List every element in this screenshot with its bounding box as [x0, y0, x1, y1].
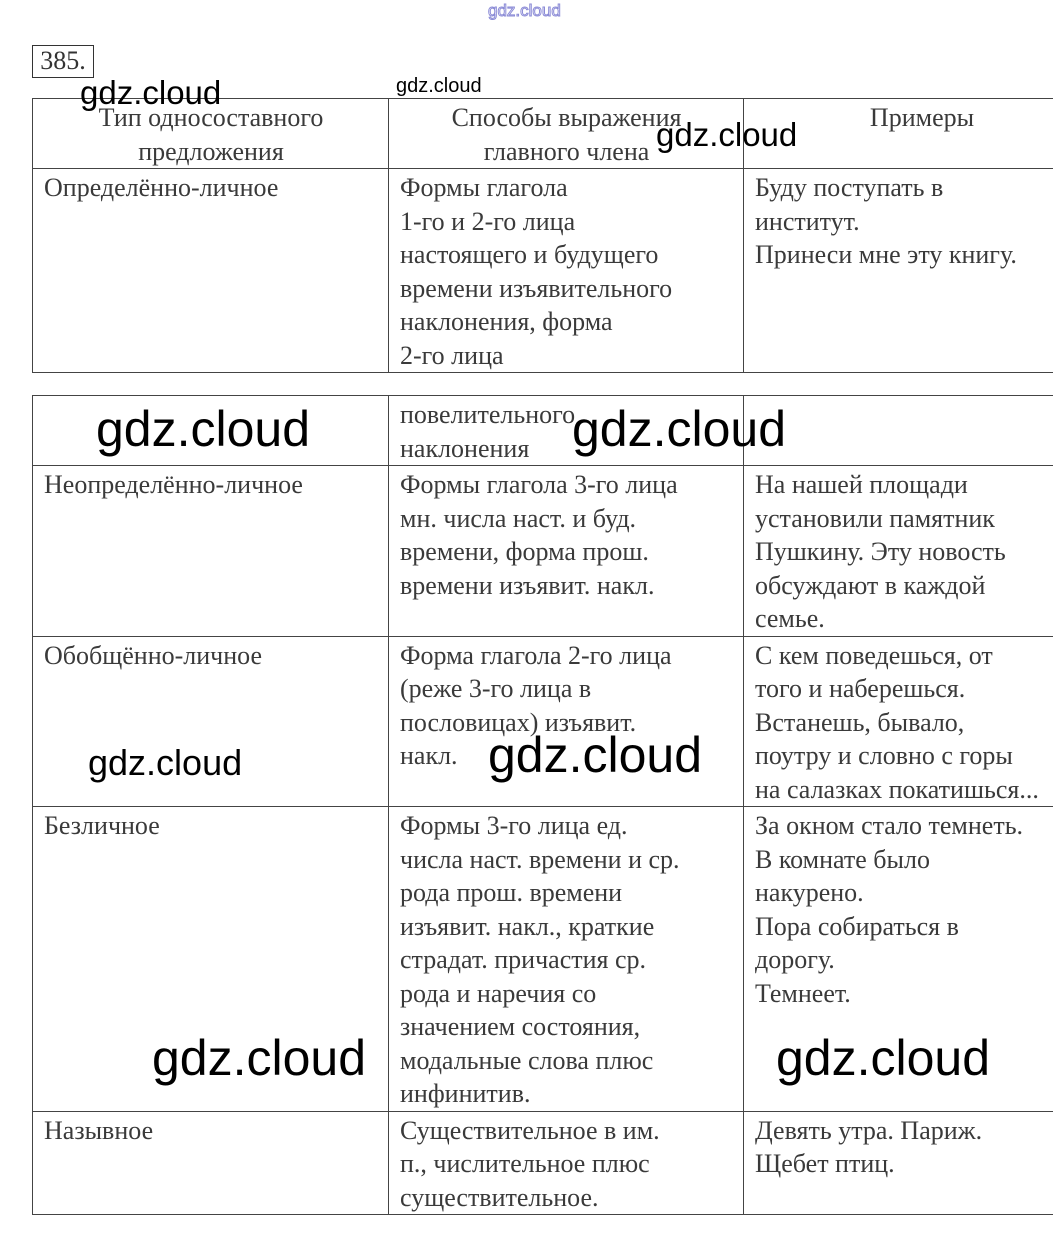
header-type: Тип односоставного предложения	[33, 99, 389, 169]
cell-examples	[744, 396, 1053, 466]
header-examples: Примеры	[744, 99, 1053, 169]
watermark: gdz.cloud	[488, 1, 561, 20]
exercise-number: 385.	[32, 45, 94, 78]
cell-means: Существительное в им. п., числительное плюс существительное.	[389, 1111, 744, 1215]
table-row	[33, 169, 1053, 373]
cell-examples: Девять утра. Париж. Щебет птиц.	[744, 1111, 1053, 1215]
cell-means: повелительного наклонения	[389, 396, 744, 466]
cell-type: Назывное	[33, 1111, 389, 1215]
table-row	[33, 1111, 1053, 1215]
table-row	[33, 466, 1053, 637]
watermark: gdz.cloud	[96, 401, 311, 457]
watermark: gdz.cloud	[396, 75, 482, 97]
cell-examples: Буду поступать в институт. Принеси мне эту книгу.	[744, 169, 1053, 373]
cell-type: Безличное	[33, 807, 389, 1112]
cell-type: Обобщённо-личное	[33, 636, 389, 807]
watermark: gdz.cloud	[776, 1030, 991, 1086]
cell-type: Неопределённо-личное	[33, 466, 389, 637]
watermark: gdz.cloud	[488, 727, 703, 783]
cell-examples: За окном стало темнеть. В комнате было накурено. Пора собираться в дорогу. Темнеет.	[744, 807, 1053, 1112]
sentence-types-table-part2	[32, 395, 1053, 1215]
watermark: gdz.cloud	[656, 116, 798, 153]
cell-means: Формы 3-го лица ед. числа наст. времени и ср. рода прош. времени изъявит. накл., краткие страдат. причастия ср. рода и наречия со значением состояния, модальные слова плюс инфинитив.	[389, 807, 744, 1112]
cell-means: Формы глагола 1-го и 2-го лица настоящего и будущего времени изъявительного наклонения, форма 2-го лица	[389, 169, 744, 373]
watermark: gdz.cloud	[88, 742, 243, 783]
cell-means: Формы глагола 3-го лица мн. числа наст. и буд. времени, форма прош. времени изъявит. накл.	[389, 466, 744, 637]
header-means: Способы выражения главного члена	[389, 99, 744, 169]
cell-examples: На нашей площади установили памятник Пушкину. Эту новость обсуждают в каждой семье.	[744, 466, 1053, 637]
watermark: gdz.cloud	[152, 1030, 367, 1086]
cell-examples: С кем поведешься, от того и наберешься. Встанешь, бывало, поутру и словно с горы на салазках покатишься...	[744, 636, 1053, 807]
watermark: gdz.cloud	[80, 74, 222, 111]
cell-type: Определённо-личное	[33, 169, 389, 373]
watermark: gdz.cloud	[572, 401, 787, 457]
cell-means: Форма глагола 2-го лица (реже 3-го лица в пословицах) изъявит. накл.	[389, 636, 744, 807]
sentence-types-table-part1	[32, 98, 1053, 373]
